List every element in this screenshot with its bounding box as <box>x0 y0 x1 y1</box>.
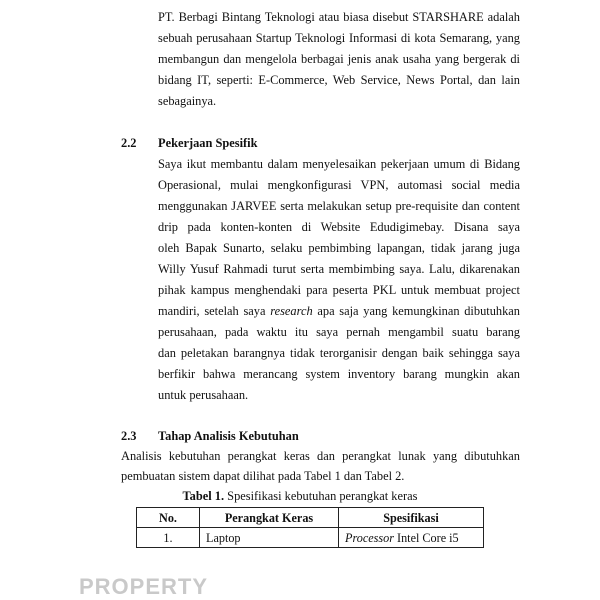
s22-line-8 <box>158 303 520 319</box>
table-row <box>137 528 484 548</box>
s22-line-9: perusahaan, pada waktu itu saya pernah mengambil suatu barang <box>158 325 520 339</box>
table1-cell-spec-rest: Intel Core i5 <box>393 530 459 545</box>
intro-line-4: bidang IT, seperti: E-Commerce, Web Service, News Portal, dan lain <box>158 73 520 87</box>
table1-header-hardware: Perangkat Keras <box>200 508 339 528</box>
s22-line-8-after: apa saja yang kemungkinan dibutuhkan <box>317 304 520 318</box>
table1-cell-hardware: Laptop <box>200 528 339 548</box>
section-2-3-number: 2.3 <box>121 429 137 443</box>
section-2-3-title: Tahap Analisis Kebutuhan <box>158 429 299 443</box>
table1-cell-no: 1. <box>137 528 200 548</box>
table1-header-no: No. <box>137 508 200 528</box>
section-2-2-number: 2.2 <box>121 136 137 150</box>
s22-line-1: Saya ikut membantu dalam menyelesaikan pekerjaan umum di Bidang <box>158 157 520 171</box>
s23-line-2: pembuatan sistem dapat dilihat pada Tabel 1 dan Tabel 2. <box>121 469 405 483</box>
table1-caption-text: Spesifikasi kebutuhan perangkat keras <box>224 489 418 503</box>
table1 <box>136 507 484 548</box>
intro-line-3: membangun dan mengelola berbagai jenis anak usaha yang bergerak di <box>158 52 520 66</box>
s22-line-6: Willy Yusuf Rahmadi turut serta membimbing saya. Lalu, dikarenakan <box>158 262 520 276</box>
table1-caption <box>0 488 600 504</box>
s22-research-italic: research <box>270 304 313 318</box>
table1-header-row <box>137 508 484 528</box>
s22-line-7: pihak kampus menghendaki para peserta PKL untuk membuat project <box>158 283 520 297</box>
section-2-2-title: Pekerjaan Spesifik <box>158 136 258 150</box>
s22-line-3: menggunakan JARVEE serta melakukan setup pre-requisite dan content <box>158 199 520 213</box>
s22-line-2: Operasional, mulai mengkonfigurasi VPN, automasi social media <box>158 178 520 192</box>
table1-header-spec: Spesifikasi <box>339 508 484 528</box>
table1-cell-spec <box>339 528 484 548</box>
intro-line-1: PT. Berbagi Bintang Teknologi atau biasa disebut STARSHARE adalah <box>158 10 520 24</box>
s22-line-11: berfikir bahwa merancang system inventory barang mungkin akan <box>158 367 520 381</box>
s22-line-8-before: mandiri, setelah saya <box>158 304 271 318</box>
s22-line-4: drip pada konten-konten di Website Edudigimebay. Disana saya <box>158 220 520 234</box>
intro-line-2: sebuah perusahaan Startup Teknologi Informasi di kota Semarang, yang <box>158 31 520 45</box>
table1-caption-label: Tabel 1. <box>182 489 225 503</box>
s22-line-10: dan peletakan barangnya tidak terorganisir dengan baik sehingga saya <box>158 346 520 360</box>
table1-cell-spec-italic: Processor <box>345 530 394 545</box>
property-watermark: PROPERTY <box>79 574 209 599</box>
s23-line-1: Analisis kebutuhan perangkat keras dan perangkat lunak yang dibutuhkan <box>121 449 520 463</box>
intro-line-5: sebagainya. <box>158 94 217 108</box>
s22-line-5: oleh Bapak Sunarto, selaku pembimbing lapangan, tidak jarang juga <box>158 241 520 255</box>
s22-line-12: untuk perusahaan. <box>158 388 249 402</box>
